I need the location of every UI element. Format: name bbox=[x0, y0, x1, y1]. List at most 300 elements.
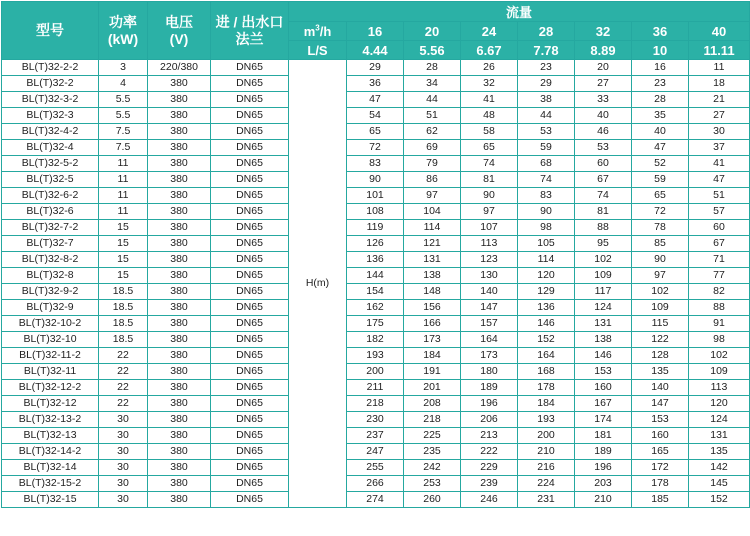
head-value-cell: 229 bbox=[461, 460, 518, 476]
head-value-cell: 97 bbox=[404, 188, 461, 204]
head-value-cell: 121 bbox=[404, 236, 461, 252]
flange-cell: DN65 bbox=[211, 140, 289, 156]
head-value-cell: 23 bbox=[632, 76, 689, 92]
head-value-cell: 85 bbox=[632, 236, 689, 252]
power-cell: 3 bbox=[99, 60, 148, 76]
head-value-cell: 65 bbox=[347, 124, 404, 140]
power-cell: 22 bbox=[99, 396, 148, 412]
m3h-value: 28 bbox=[518, 22, 575, 41]
head-value-cell: 146 bbox=[575, 348, 632, 364]
head-value-cell: 40 bbox=[575, 108, 632, 124]
head-value-cell: 102 bbox=[632, 284, 689, 300]
head-value-cell: 90 bbox=[518, 204, 575, 220]
ls-value: 6.67 bbox=[461, 41, 518, 60]
voltage-cell: 380 bbox=[148, 268, 211, 284]
voltage-header-unit: (V) bbox=[169, 30, 189, 47]
head-value-cell: 90 bbox=[632, 252, 689, 268]
head-value-cell: 65 bbox=[632, 188, 689, 204]
head-value-cell: 123 bbox=[461, 252, 518, 268]
voltage-cell: 380 bbox=[148, 76, 211, 92]
voltage-cell: 380 bbox=[148, 220, 211, 236]
head-value-cell: 126 bbox=[347, 236, 404, 252]
head-value-cell: 211 bbox=[347, 380, 404, 396]
flange-cell: DN65 bbox=[211, 380, 289, 396]
head-value-cell: 44 bbox=[518, 108, 575, 124]
head-value-cell: 145 bbox=[689, 476, 750, 492]
voltage-cell: 380 bbox=[148, 428, 211, 444]
head-value-cell: 208 bbox=[404, 396, 461, 412]
head-value-cell: 189 bbox=[461, 380, 518, 396]
head-value-cell: 193 bbox=[518, 412, 575, 428]
head-value-cell: 27 bbox=[689, 108, 750, 124]
voltage-cell: 380 bbox=[148, 444, 211, 460]
flange-cell: DN65 bbox=[211, 76, 289, 92]
head-value-cell: 206 bbox=[461, 412, 518, 428]
head-value-cell: 246 bbox=[461, 492, 518, 508]
table-row bbox=[2, 444, 750, 460]
head-value-cell: 86 bbox=[404, 172, 461, 188]
head-value-cell: 167 bbox=[575, 396, 632, 412]
power-cell: 18.5 bbox=[99, 300, 148, 316]
head-value-cell: 53 bbox=[575, 140, 632, 156]
head-value-cell: 120 bbox=[689, 396, 750, 412]
voltage-cell: 380 bbox=[148, 460, 211, 476]
table-row bbox=[2, 188, 750, 204]
voltage-cell: 380 bbox=[148, 156, 211, 172]
flange-cell: DN65 bbox=[211, 396, 289, 412]
ls-value: 11.11 bbox=[689, 41, 750, 60]
head-value-cell: 218 bbox=[404, 412, 461, 428]
power-cell: 11 bbox=[99, 172, 148, 188]
m3h-value: 20 bbox=[404, 22, 461, 41]
head-value-cell: 113 bbox=[461, 236, 518, 252]
model-cell: BL(T)32-8-2 bbox=[2, 252, 99, 268]
m3h-value: 32 bbox=[575, 22, 632, 41]
model-cell: BL(T)32-2-2 bbox=[2, 60, 99, 76]
voltage-cell: 380 bbox=[148, 284, 211, 300]
head-value-cell: 69 bbox=[404, 140, 461, 156]
head-value-cell: 266 bbox=[347, 476, 404, 492]
head-value-cell: 109 bbox=[689, 364, 750, 380]
flange-cell: DN65 bbox=[211, 156, 289, 172]
head-value-cell: 237 bbox=[347, 428, 404, 444]
power-cell: 11 bbox=[99, 204, 148, 220]
head-value-cell: 148 bbox=[404, 284, 461, 300]
head-value-cell: 124 bbox=[689, 412, 750, 428]
model-cell: BL(T)32-12-2 bbox=[2, 380, 99, 396]
head-value-cell: 113 bbox=[689, 380, 750, 396]
model-cell: BL(T)32-13-2 bbox=[2, 412, 99, 428]
head-value-cell: 11 bbox=[689, 60, 750, 76]
head-value-cell: 216 bbox=[518, 460, 575, 476]
table-row bbox=[2, 380, 750, 396]
flange-cell: DN65 bbox=[211, 284, 289, 300]
flow-header-label: 流量 bbox=[506, 5, 533, 20]
head-value-cell: 30 bbox=[689, 124, 750, 140]
model-cell: BL(T)32-15-2 bbox=[2, 476, 99, 492]
head-value-cell: 114 bbox=[518, 252, 575, 268]
model-cell: BL(T)32-7 bbox=[2, 236, 99, 252]
head-value-cell: 136 bbox=[347, 252, 404, 268]
head-value-cell: 81 bbox=[575, 204, 632, 220]
table-row bbox=[2, 92, 750, 108]
head-value-cell: 35 bbox=[632, 108, 689, 124]
head-value-cell: 152 bbox=[518, 332, 575, 348]
model-cell: BL(T)32-5 bbox=[2, 172, 99, 188]
head-value-cell: 97 bbox=[632, 268, 689, 284]
head-value-cell: 20 bbox=[575, 60, 632, 76]
flange-cell: DN65 bbox=[211, 236, 289, 252]
unit-ls: L/S bbox=[289, 41, 347, 60]
model-cell: BL(T)32-8 bbox=[2, 268, 99, 284]
power-cell: 7.5 bbox=[99, 140, 148, 156]
power-cell: 30 bbox=[99, 492, 148, 508]
voltage-cell: 380 bbox=[148, 108, 211, 124]
flange-header-line2: 法兰 bbox=[235, 30, 264, 47]
head-value-cell: 146 bbox=[518, 316, 575, 332]
head-value-cell: 51 bbox=[689, 188, 750, 204]
head-value-cell: 91 bbox=[689, 316, 750, 332]
table-row bbox=[2, 428, 750, 444]
head-value-cell: 200 bbox=[518, 428, 575, 444]
head-value-cell: 18 bbox=[689, 76, 750, 92]
head-value-cell: 168 bbox=[518, 364, 575, 380]
head-value-cell: 153 bbox=[632, 412, 689, 428]
head-value-cell: 41 bbox=[461, 92, 518, 108]
flange-cell: DN65 bbox=[211, 316, 289, 332]
flange-cell: DN65 bbox=[211, 220, 289, 236]
table-row bbox=[2, 476, 750, 492]
table-row bbox=[2, 300, 750, 316]
head-value-cell: 38 bbox=[518, 92, 575, 108]
table-row bbox=[2, 492, 750, 508]
table-header bbox=[2, 2, 750, 60]
table-row bbox=[2, 252, 750, 268]
flange-cell: DN65 bbox=[211, 460, 289, 476]
power-cell: 15 bbox=[99, 236, 148, 252]
head-value-cell: 247 bbox=[347, 444, 404, 460]
head-value-cell: 74 bbox=[575, 188, 632, 204]
head-value-cell: 201 bbox=[404, 380, 461, 396]
model-cell: BL(T)32-13 bbox=[2, 428, 99, 444]
power-cell: 30 bbox=[99, 460, 148, 476]
model-cell: BL(T)32-9 bbox=[2, 300, 99, 316]
table-row bbox=[2, 76, 750, 92]
model-header bbox=[2, 2, 99, 60]
head-value-cell: 191 bbox=[404, 364, 461, 380]
head-value-cell: 74 bbox=[461, 156, 518, 172]
table-row bbox=[2, 60, 750, 76]
ls-value: 4.44 bbox=[347, 41, 404, 60]
m3h-value: 24 bbox=[461, 22, 518, 41]
power-cell: 11 bbox=[99, 188, 148, 204]
head-value-cell: 203 bbox=[575, 476, 632, 492]
head-value-cell: 210 bbox=[575, 492, 632, 508]
head-label-cell: H(m) bbox=[289, 60, 347, 508]
head-value-cell: 210 bbox=[518, 444, 575, 460]
table-row bbox=[2, 140, 750, 156]
flange-cell: DN65 bbox=[211, 348, 289, 364]
table-row bbox=[2, 156, 750, 172]
flow-header bbox=[289, 2, 750, 22]
table-row bbox=[2, 316, 750, 332]
flange-header bbox=[211, 2, 289, 60]
head-value-cell: 67 bbox=[689, 236, 750, 252]
head-value-cell: 29 bbox=[518, 76, 575, 92]
voltage-header bbox=[148, 2, 211, 60]
head-value-cell: 90 bbox=[461, 188, 518, 204]
head-value-cell: 65 bbox=[461, 140, 518, 156]
head-value-cell: 130 bbox=[461, 268, 518, 284]
head-value-cell: 108 bbox=[347, 204, 404, 220]
head-value-cell: 147 bbox=[632, 396, 689, 412]
model-cell: BL(T)32-6-2 bbox=[2, 188, 99, 204]
head-value-cell: 60 bbox=[689, 220, 750, 236]
head-value-cell: 218 bbox=[347, 396, 404, 412]
head-value-cell: 21 bbox=[689, 92, 750, 108]
voltage-cell: 380 bbox=[148, 252, 211, 268]
head-value-cell: 48 bbox=[461, 108, 518, 124]
table-row bbox=[2, 236, 750, 252]
head-value-cell: 52 bbox=[632, 156, 689, 172]
head-value-cell: 147 bbox=[461, 300, 518, 316]
voltage-cell: 220/380 bbox=[148, 60, 211, 76]
m3h-value: 36 bbox=[632, 22, 689, 41]
flange-cell: DN65 bbox=[211, 492, 289, 508]
power-cell: 7.5 bbox=[99, 124, 148, 140]
model-cell: BL(T)32-12 bbox=[2, 396, 99, 412]
flange-cell: DN65 bbox=[211, 412, 289, 428]
head-value-cell: 34 bbox=[404, 76, 461, 92]
head-value-cell: 189 bbox=[575, 444, 632, 460]
model-cell: BL(T)32-11-2 bbox=[2, 348, 99, 364]
head-value-cell: 59 bbox=[632, 172, 689, 188]
voltage-cell: 380 bbox=[148, 412, 211, 428]
power-cell: 11 bbox=[99, 156, 148, 172]
head-value-cell: 260 bbox=[404, 492, 461, 508]
head-value-cell: 47 bbox=[347, 92, 404, 108]
head-value-cell: 46 bbox=[575, 124, 632, 140]
voltage-cell: 380 bbox=[148, 172, 211, 188]
voltage-cell: 380 bbox=[148, 204, 211, 220]
head-value-cell: 67 bbox=[575, 172, 632, 188]
flange-cell: DN65 bbox=[211, 60, 289, 76]
voltage-cell: 380 bbox=[148, 380, 211, 396]
power-cell: 22 bbox=[99, 380, 148, 396]
head-value-cell: 102 bbox=[689, 348, 750, 364]
model-cell: BL(T)32-4-2 bbox=[2, 124, 99, 140]
flange-cell: DN65 bbox=[211, 108, 289, 124]
table-row bbox=[2, 108, 750, 124]
flange-cell: DN65 bbox=[211, 444, 289, 460]
head-value-cell: 88 bbox=[575, 220, 632, 236]
head-value-cell: 77 bbox=[689, 268, 750, 284]
ls-value: 5.56 bbox=[404, 41, 461, 60]
head-value-cell: 54 bbox=[347, 108, 404, 124]
table-row bbox=[2, 284, 750, 300]
head-value-cell: 104 bbox=[404, 204, 461, 220]
head-value-cell: 131 bbox=[404, 252, 461, 268]
table-row bbox=[2, 220, 750, 236]
head-value-cell: 193 bbox=[347, 348, 404, 364]
head-value-cell: 253 bbox=[404, 476, 461, 492]
power-header-label: 功率 bbox=[109, 13, 137, 30]
head-value-cell: 28 bbox=[632, 92, 689, 108]
flange-cell: DN65 bbox=[211, 92, 289, 108]
head-value-cell: 153 bbox=[575, 364, 632, 380]
head-value-cell: 81 bbox=[461, 172, 518, 188]
flange-cell: DN65 bbox=[211, 188, 289, 204]
pump-spec-table bbox=[1, 1, 750, 508]
table-row bbox=[2, 364, 750, 380]
flange-cell: DN65 bbox=[211, 204, 289, 220]
model-cell: BL(T)32-3-2 bbox=[2, 92, 99, 108]
flange-cell: DN65 bbox=[211, 300, 289, 316]
voltage-cell: 380 bbox=[148, 92, 211, 108]
head-value-cell: 23 bbox=[518, 60, 575, 76]
flange-cell: DN65 bbox=[211, 476, 289, 492]
head-value-cell: 142 bbox=[689, 460, 750, 476]
power-cell: 22 bbox=[99, 348, 148, 364]
head-value-cell: 131 bbox=[689, 428, 750, 444]
head-value-cell: 184 bbox=[404, 348, 461, 364]
head-value-cell: 122 bbox=[632, 332, 689, 348]
head-value-cell: 239 bbox=[461, 476, 518, 492]
head-value-cell: 51 bbox=[404, 108, 461, 124]
head-value-cell: 196 bbox=[461, 396, 518, 412]
head-value-cell: 255 bbox=[347, 460, 404, 476]
flange-cell: DN65 bbox=[211, 172, 289, 188]
head-value-cell: 160 bbox=[632, 428, 689, 444]
table-row bbox=[2, 268, 750, 284]
model-cell: BL(T)32-4 bbox=[2, 140, 99, 156]
head-value-cell: 27 bbox=[575, 76, 632, 92]
head-value-cell: 78 bbox=[632, 220, 689, 236]
head-value-cell: 37 bbox=[689, 140, 750, 156]
head-value-cell: 178 bbox=[518, 380, 575, 396]
model-cell: BL(T)32-11 bbox=[2, 364, 99, 380]
head-value-cell: 36 bbox=[347, 76, 404, 92]
head-value-cell: 129 bbox=[518, 284, 575, 300]
head-value-cell: 178 bbox=[632, 476, 689, 492]
head-value-cell: 138 bbox=[404, 268, 461, 284]
m3h-value: 16 bbox=[347, 22, 404, 41]
head-value-cell: 136 bbox=[518, 300, 575, 316]
head-value-cell: 82 bbox=[689, 284, 750, 300]
model-cell: BL(T)32-14-2 bbox=[2, 444, 99, 460]
head-value-cell: 72 bbox=[347, 140, 404, 156]
flange-cell: DN65 bbox=[211, 364, 289, 380]
power-cell: 30 bbox=[99, 428, 148, 444]
head-value-cell: 98 bbox=[689, 332, 750, 348]
model-cell: BL(T)32-6 bbox=[2, 204, 99, 220]
head-value-cell: 33 bbox=[575, 92, 632, 108]
head-value-cell: 60 bbox=[575, 156, 632, 172]
head-value-cell: 200 bbox=[347, 364, 404, 380]
ls-value: 7.78 bbox=[518, 41, 575, 60]
head-value-cell: 164 bbox=[461, 332, 518, 348]
head-value-cell: 95 bbox=[575, 236, 632, 252]
voltage-cell: 380 bbox=[148, 364, 211, 380]
head-value-cell: 119 bbox=[347, 220, 404, 236]
voltage-cell: 380 bbox=[148, 316, 211, 332]
head-value-cell: 131 bbox=[575, 316, 632, 332]
head-value-cell: 184 bbox=[518, 396, 575, 412]
voltage-cell: 380 bbox=[148, 140, 211, 156]
power-cell: 15 bbox=[99, 220, 148, 236]
head-value-cell: 101 bbox=[347, 188, 404, 204]
voltage-cell: 380 bbox=[148, 188, 211, 204]
table-row bbox=[2, 396, 750, 412]
head-value-cell: 180 bbox=[461, 364, 518, 380]
head-value-cell: 88 bbox=[689, 300, 750, 316]
head-value-cell: 138 bbox=[575, 332, 632, 348]
ls-value: 8.89 bbox=[575, 41, 632, 60]
head-value-cell: 230 bbox=[347, 412, 404, 428]
head-value-cell: 83 bbox=[347, 156, 404, 172]
head-value-cell: 157 bbox=[461, 316, 518, 332]
head-value-cell: 47 bbox=[632, 140, 689, 156]
head-value-cell: 222 bbox=[461, 444, 518, 460]
table-row bbox=[2, 332, 750, 348]
head-value-cell: 105 bbox=[518, 236, 575, 252]
head-value-cell: 74 bbox=[518, 172, 575, 188]
head-value-cell: 224 bbox=[518, 476, 575, 492]
power-cell: 4 bbox=[99, 76, 148, 92]
power-cell: 30 bbox=[99, 412, 148, 428]
voltage-cell: 380 bbox=[148, 396, 211, 412]
ls-value: 10 bbox=[632, 41, 689, 60]
voltage-cell: 380 bbox=[148, 492, 211, 508]
voltage-header-label: 电压 bbox=[165, 13, 193, 30]
head-value-cell: 98 bbox=[518, 220, 575, 236]
power-cell: 15 bbox=[99, 268, 148, 284]
model-cell: BL(T)32-5-2 bbox=[2, 156, 99, 172]
head-value-cell: 57 bbox=[689, 204, 750, 220]
head-value-cell: 47 bbox=[689, 172, 750, 188]
head-value-cell: 90 bbox=[347, 172, 404, 188]
head-value-cell: 242 bbox=[404, 460, 461, 476]
head-value-cell: 181 bbox=[575, 428, 632, 444]
table-row bbox=[2, 204, 750, 220]
head-value-cell: 140 bbox=[461, 284, 518, 300]
voltage-cell: 380 bbox=[148, 236, 211, 252]
model-cell: BL(T)32-2 bbox=[2, 76, 99, 92]
power-cell: 18.5 bbox=[99, 284, 148, 300]
head-value-cell: 109 bbox=[632, 300, 689, 316]
head-value-cell: 213 bbox=[461, 428, 518, 444]
flange-cell: DN65 bbox=[211, 268, 289, 284]
head-value-cell: 166 bbox=[404, 316, 461, 332]
table-row bbox=[2, 460, 750, 476]
head-value-cell: 182 bbox=[347, 332, 404, 348]
power-cell: 30 bbox=[99, 444, 148, 460]
head-value-cell: 72 bbox=[632, 204, 689, 220]
table-row bbox=[2, 348, 750, 364]
head-value-cell: 235 bbox=[404, 444, 461, 460]
head-value-cell: 154 bbox=[347, 284, 404, 300]
voltage-cell: 380 bbox=[148, 124, 211, 140]
head-value-cell: 28 bbox=[404, 60, 461, 76]
power-header-unit: (kW) bbox=[107, 30, 139, 47]
unit-m3h: $m^3/h$ bbox=[289, 22, 347, 41]
head-value-cell: 68 bbox=[518, 156, 575, 172]
head-value-cell: 115 bbox=[632, 316, 689, 332]
head-value-cell: 62 bbox=[404, 124, 461, 140]
head-value-cell: 152 bbox=[689, 492, 750, 508]
power-cell: 15 bbox=[99, 252, 148, 268]
head-value-cell: 114 bbox=[404, 220, 461, 236]
